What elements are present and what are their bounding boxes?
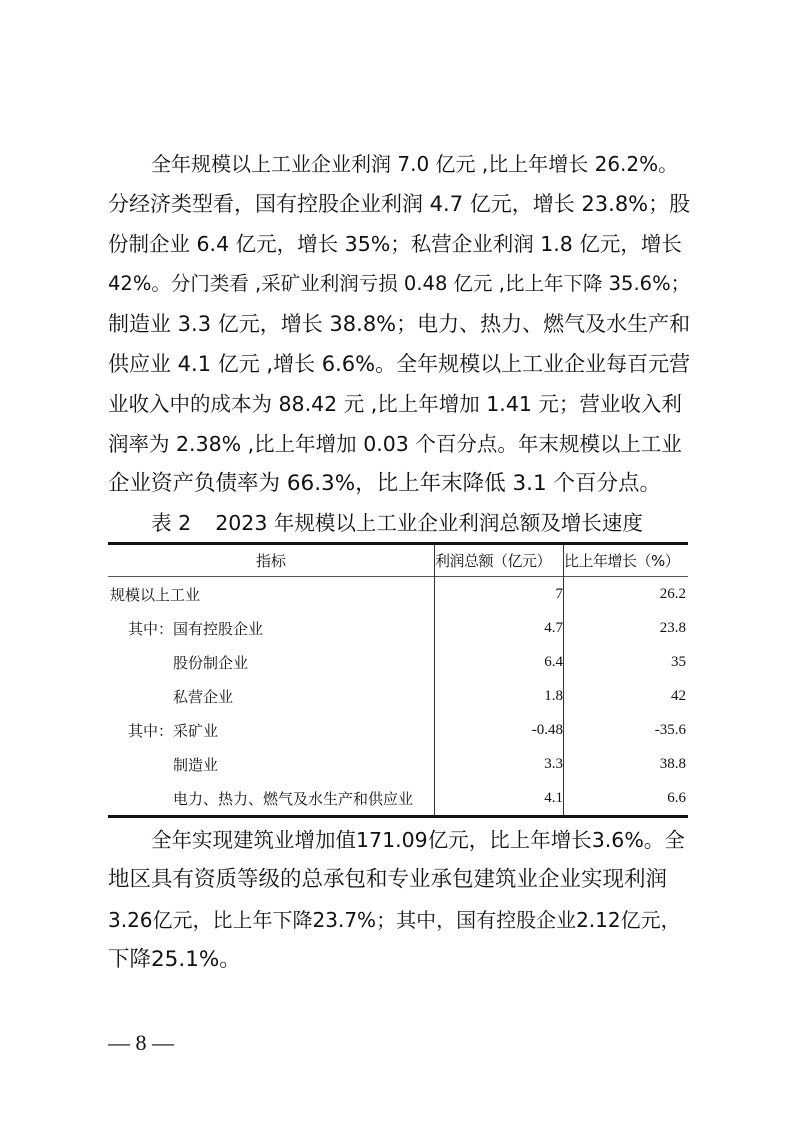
row-profit: 3.3	[435, 747, 564, 781]
row-growth: 38.8	[564, 747, 689, 781]
page-number: — 8 —	[108, 1030, 174, 1055]
text-line: 下降25.1%。	[108, 947, 241, 972]
text-line: 业收入中的成本为 88.42 元 ,比上年增加 1.41 元；营业收入利	[108, 392, 682, 416]
text-line: 制造业 3.3 亿元，增长 38.8%；电力、热力、燃气及水生产和	[108, 312, 691, 336]
row-label: 电力、热力、燃气及水生产和供应业	[173, 789, 414, 808]
table-caption-title: 2023 年规模以上工业企业利润总额及增长速度	[215, 511, 643, 535]
paragraph-construction	[108, 820, 690, 980]
text-line: 地区具有资质等级的总承包和专业承包建筑业企业实现利润	[108, 867, 668, 892]
text-line: 42%。分门类看 ,采矿业利润亏损 0.48 亿元 ,比上年下降 35.6%；	[108, 272, 691, 295]
text-line: 3.26亿元，比上年下降23.7%；其中，国有控股企业2.12亿元，	[108, 908, 681, 932]
row-profit: -0.48	[435, 713, 564, 747]
table-row	[108, 577, 688, 612]
table-caption	[108, 506, 686, 536]
header-growth: 比上年增长（%）	[564, 544, 689, 577]
table-row	[108, 713, 688, 747]
text-line: 全年实现建筑业增加值171.09亿元，比上年增长3.6%。全	[151, 828, 685, 852]
row-profit: 1.8	[435, 679, 564, 713]
row-label: 其中：国有控股企业	[128, 619, 264, 638]
row-growth: 23.8	[564, 611, 689, 645]
table-row	[108, 611, 688, 645]
paragraph-industrial-profit	[108, 144, 690, 504]
row-profit: 4.7	[435, 611, 564, 645]
table-row	[108, 679, 688, 713]
table-row	[108, 781, 688, 817]
row-label: 私营企业	[173, 687, 234, 706]
text-line: 全年规模以上工业企业利润 7.0 亿元 ,比上年增长 26.2%。	[151, 152, 679, 176]
table-header-row	[108, 544, 688, 577]
row-profit: 6.4	[435, 645, 564, 679]
row-profit: 7	[435, 577, 564, 612]
header-indicator: 指标	[255, 552, 286, 570]
row-label: 股份制企业	[173, 653, 249, 672]
text-line: 供应业 4.1 亿元 ,增长 6.6%。全年规模以上工业企业每百元营	[108, 352, 691, 376]
row-growth: 26.2	[564, 577, 689, 612]
row-growth: 35	[564, 645, 689, 679]
profit-table	[108, 542, 688, 818]
table-row	[108, 747, 688, 781]
text-line: 润率为 2.38% ,比上年增加 0.03 个百分点。年末规模以上工业	[108, 432, 682, 456]
row-label: 制造业	[173, 755, 219, 774]
row-profit: 4.1	[435, 781, 564, 817]
text-line: 分经济类型看，国有控股企业利润 4.7 亿元，增长 23.8%；股	[108, 192, 691, 216]
row-growth: 42	[564, 679, 689, 713]
text-line: 份制企业 6.4 亿元，增长 35%；私营企业利润 1.8 亿元，增长	[108, 232, 682, 256]
text-line: 企业资产负债率为 66.3%，比上年末降低 3.1 个百分点。	[108, 471, 661, 496]
table-row	[108, 645, 688, 679]
header-profit: 利润总额（亿元）	[435, 544, 564, 577]
row-growth: 6.6	[564, 781, 689, 817]
row-label: 规模以上工业	[110, 585, 201, 604]
table-caption-label: 表 2	[151, 511, 192, 535]
row-label: 其中：采矿业	[128, 721, 219, 740]
row-growth: -35.6	[564, 713, 689, 747]
